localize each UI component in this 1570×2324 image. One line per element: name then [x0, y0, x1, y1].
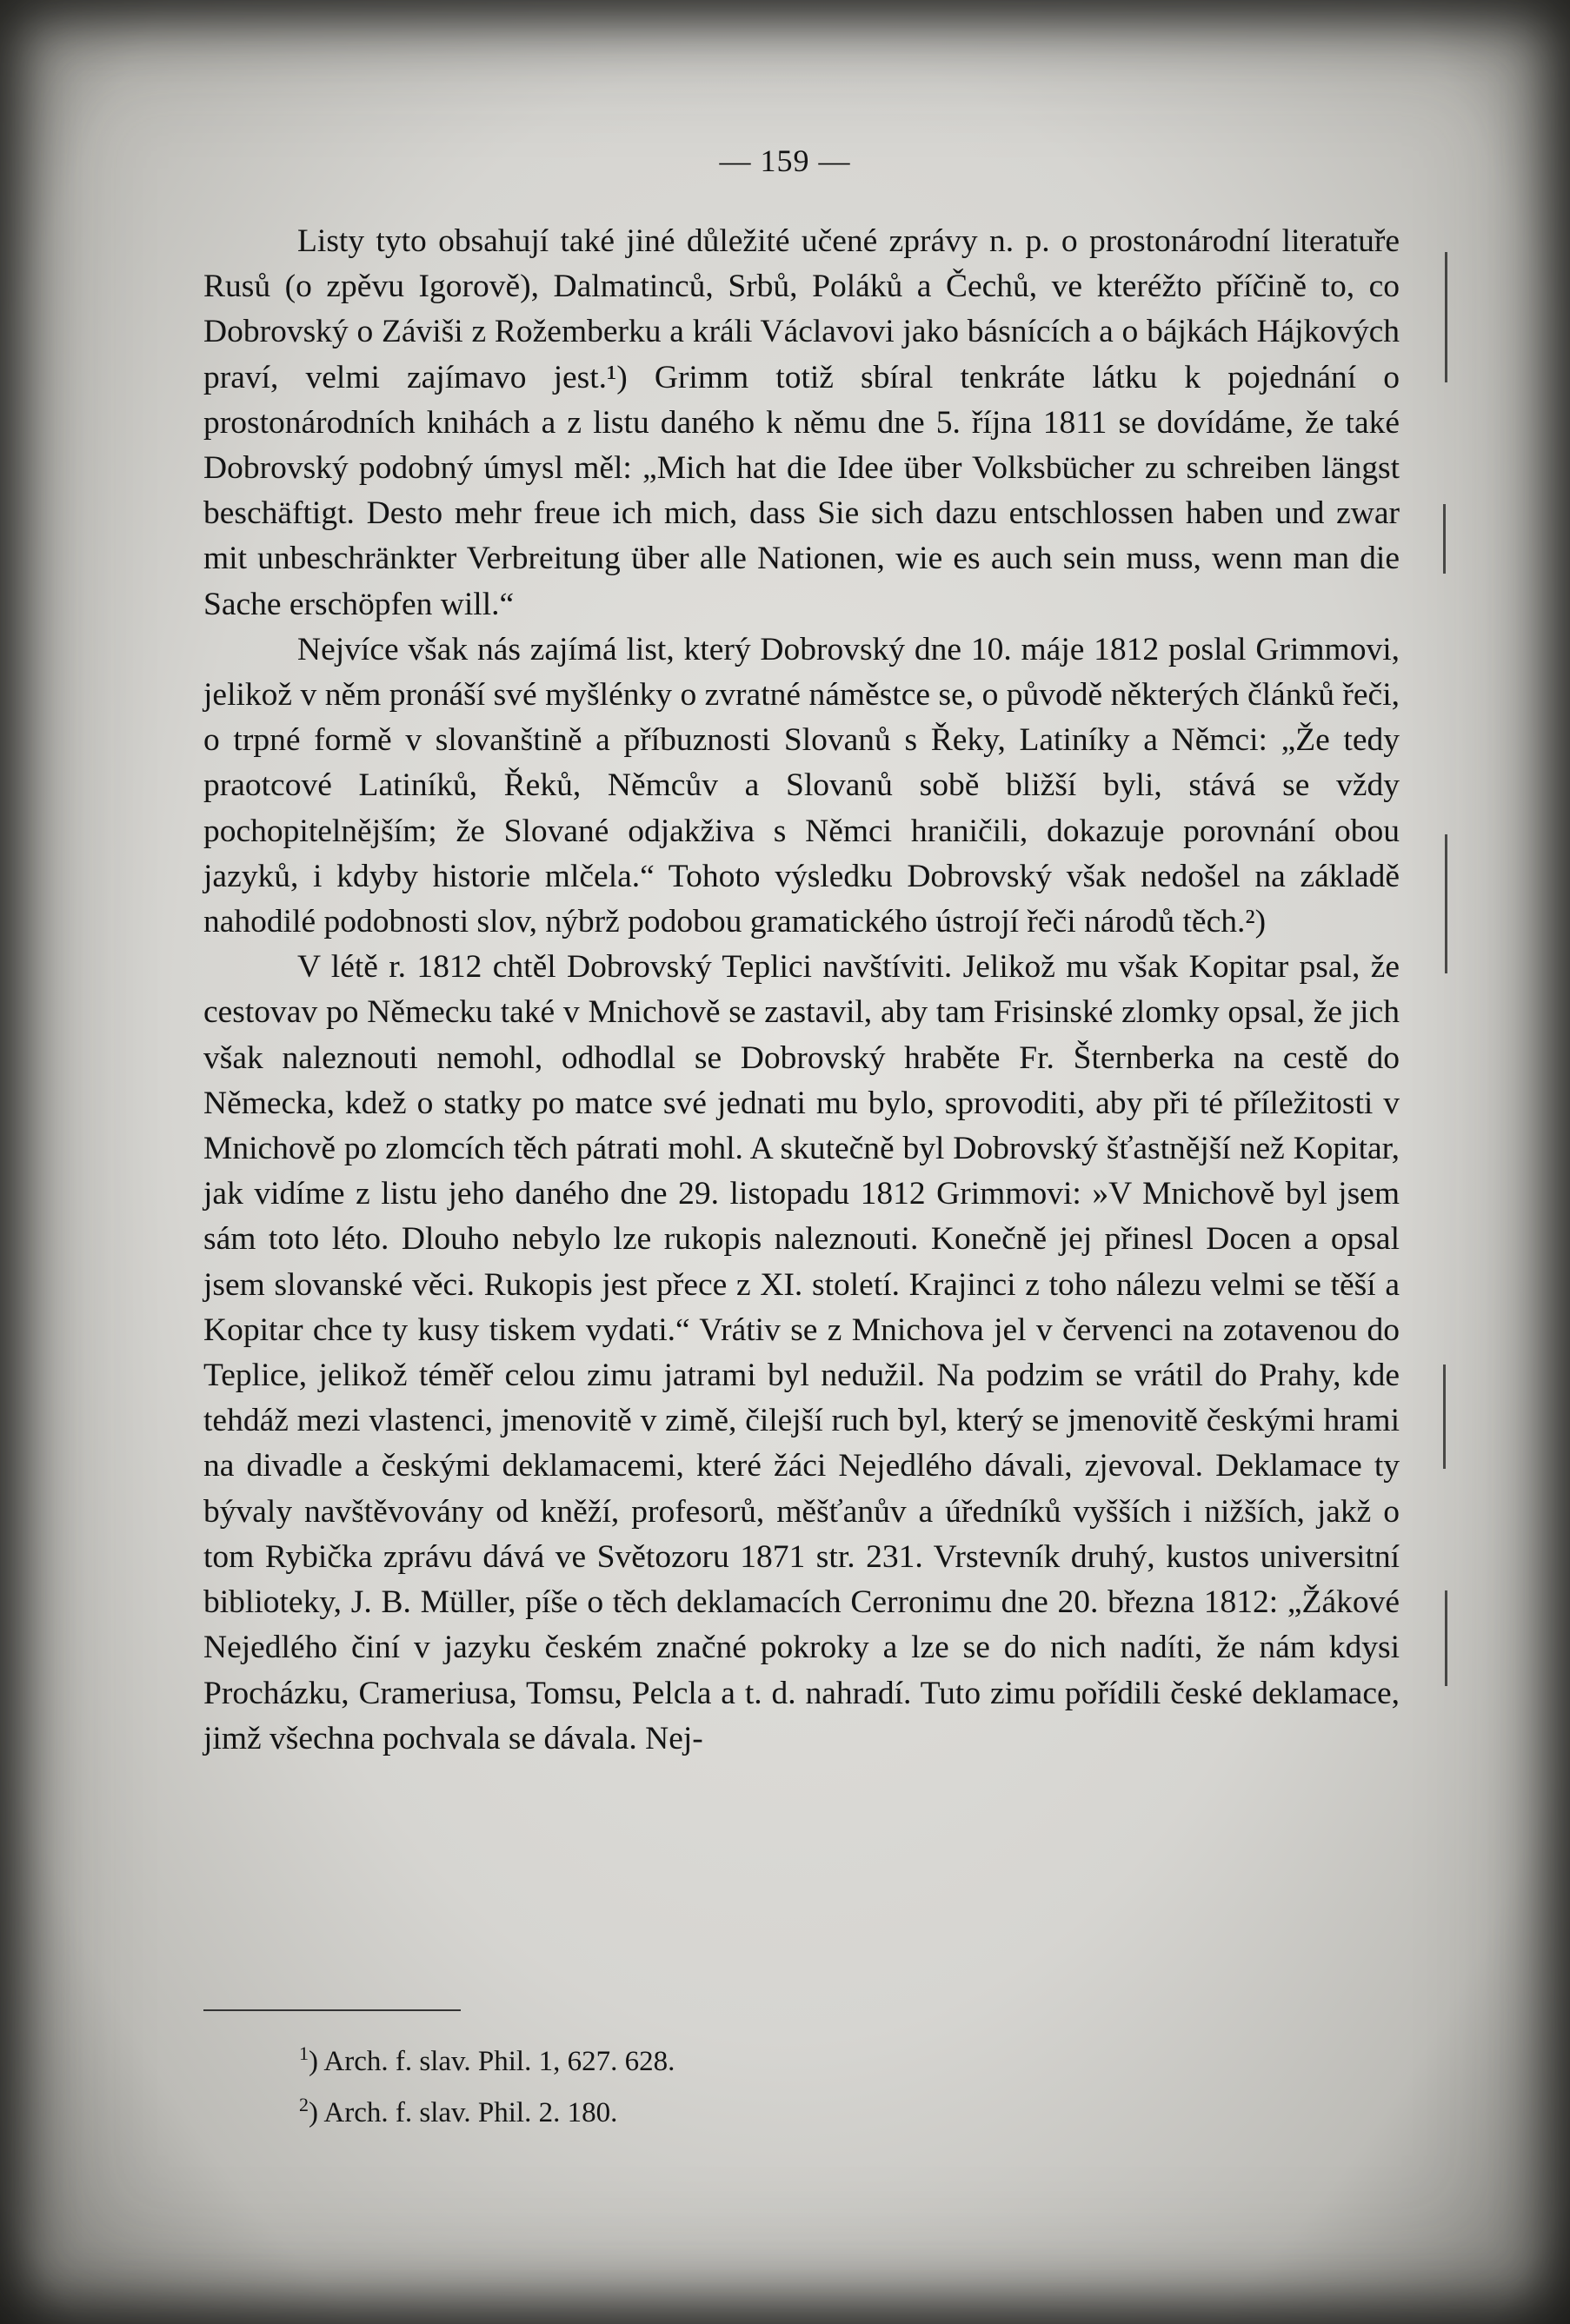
page-number: — 159 —: [719, 143, 851, 178]
footnote-2: $^2$) Arch. f. slav. Phil. 2. 180.: [299, 2094, 618, 2128]
margin-mark: [1445, 1590, 1447, 1686]
paragraph-1: Listy tyto obsahují také jiné důležité učené zprávy n. p. o prostonárodní literatuře Rusů (o zpěvu Igorově), Dalmatinců, Srbů, Poláků a Čechů, ve kteréžto příčině to, co Dobrovský o Záviši z Rožemberku a králi Václavovi jako básnících a o bájkách Hájkových praví, velmi zajímavo jest.¹) Grimm totiž sbíral tenkráte látku k pojednání o prostonárodních knihách a z listu daného k němu dne 5. října 1811 se dovídáme, že také Dobrovský podobný úmysl měl: „Mich hat die Idee über Volksbücher zu schreiben längst beschäftigt. Desto mehr freue ich mich, dass Sie sich dazu entschlossen haben und zwar mit unbeschränkter Verbreitung über alle Nationen, wie es auch sein muss, wenn man die Sache erschöpfen will.“: [203, 223, 1400, 622]
footnote-2-marker: 2: [299, 2094, 309, 2115]
margin-mark: [1443, 1365, 1446, 1469]
footnote-2-text: Arch. f. slav. Phil. 2. 180.: [323, 2097, 618, 2128]
body-text: [203, 219, 1400, 1762]
paragraph-2: Nejvíce však nás zajímá list, který Dobrovský dne 10. máje 1812 poslal Grimmovi, jelikož v něm pronáší své myšlénky o zvratné náměstce se, o původě některých článků řeči, o trpné formě v slovanštině a příbuznosti Slovanů s Řeky, Latiníky a Němci: „Že tedy praotcové Latiníků, Řeků, Němcův a Slovanů sobě bližší byli, stává se vždy pochopitelnějším; že Slované odjakživa s Němci hraničili, dokazuje porovnání obou jazyků, i kdyby historie mlčela.“ Tohoto výsledku Dobrovský však nedošel na základě nahodilé podobnosti slov, nýbrž podobou gramatického ústrojí řeči národů těch.²): [203, 631, 1400, 940]
footnotes: [299, 2032, 1168, 2135]
margin-mark: [1443, 504, 1446, 574]
footnote-1: $^1$) Arch. f. slav. Phil. 1, 627. 628.: [299, 2042, 675, 2077]
paragraph-3: V létě r. 1812 chtěl Dobrovský Teplici navštíviti. Jelikož mu však Kopitar psal, že cestovav po Německu také v Mnichově se zastavil, aby tam Frisinské zlomky opsal, že jich však naleznouti nemohl, odhodlal se Dobrovský hraběte Fr. Šternberka na cestě do Německa, kdež o statky po matce své jednati mu bylo, sprovoditi, aby při té příležitosti v Mnichově po zlomcích těch pátrati mohl. A skutečně byl Dobrovský šťastnější než Kopitar, jak vidíme z listu jeho daného dne 29. listopadu 1812 Grimmovi: »V Mnichově byl jsem sám toto léto. Dlouho nebylo lze rukopis naleznouti. Konečně jej přinesl Docen a opsal jsem slovanské věci. Rukopis jest přece z XI. století. Krajinci z toho nálezu velmi se těší a Kopitar chce ty kusy tiskem vydati.“ Vrátiv se z Mnichova jel v červenci na zotavenou do Teplice, jelikož téměř celou zimu jatrami byl nedužil. Na podzim se vrátil do Prahy, kde tehdáž mezi vlastenci, jmenovitě v zimě, čilejší ruch byl, který se jmenovitě českými hrami na divadle a českými deklamacemi, které žáci Nejedlého dávali, zjevoval. Deklamace ty bývaly navštěvovány od kněží, profesorů, měšťanův a úředníků vyšších i nižších, jakž o tom Rybička zprávu dává ve Světozoru 1871 str. 231. Vrstevník druhý, kustos universitní biblioteky, J. B. Müller, píše o těch deklamacích Cerronimu dne 20. března 1812: „Žákové Nejedlého činí v jazyku českém značné pokroky a lze se do nich nadíti, že nám kdysi Procházku, Crameriusa, Tomsu, Pelcla a t. d. nahradí. Tuto zimu pořídili české deklamace, jimž všechna pochvala se dávala. Nej-: [203, 949, 1400, 1756]
margin-mark: [1445, 252, 1447, 382]
footnote-1-marker: 1: [299, 2042, 309, 2064]
footnote-1-text: Arch. f. slav. Phil. 1, 627. 628.: [323, 2046, 675, 2077]
margin-mark: [1445, 834, 1447, 973]
footnote-divider: [203, 2009, 461, 2011]
